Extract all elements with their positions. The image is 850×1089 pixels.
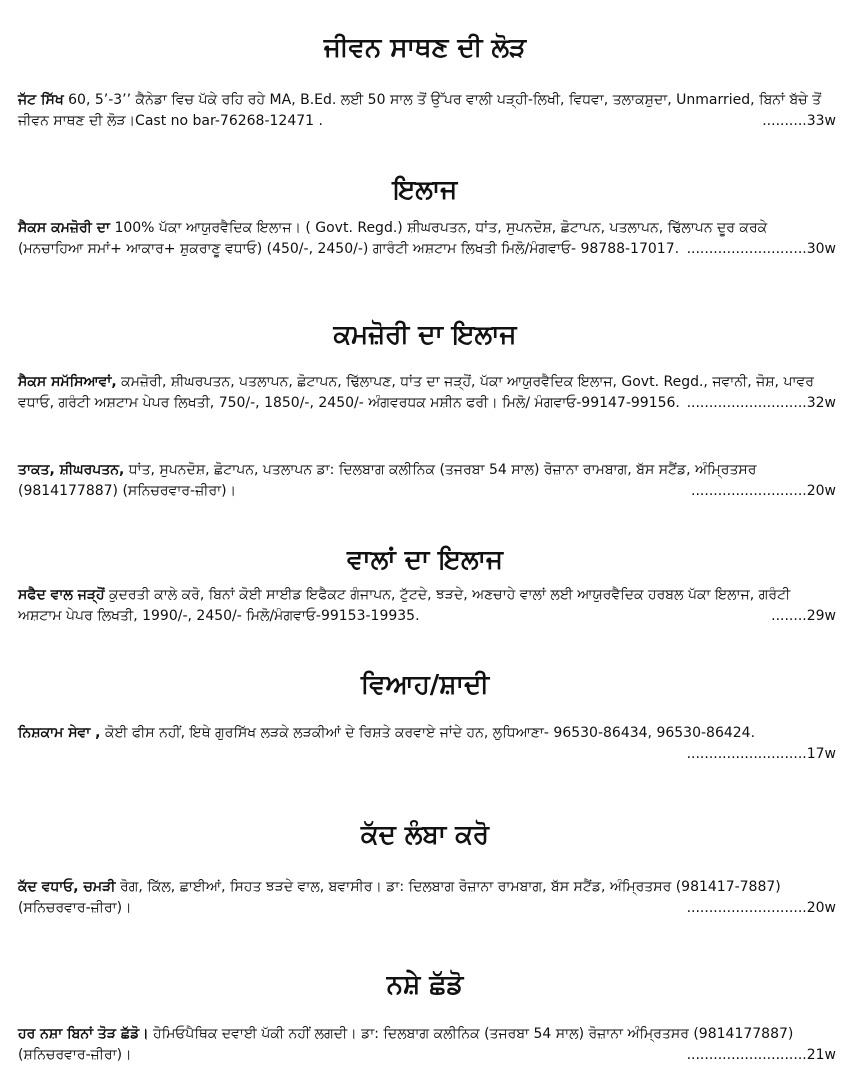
ad-lead: ਸੈਕਸ ਸਮੱਸਿਆਵਾਂ,	[18, 374, 117, 390]
section-heading-treatment: ਇਲਾਜ	[392, 175, 458, 205]
ad-code: ...........................30w	[686, 241, 836, 257]
ad-code: ...........................20w	[686, 900, 836, 916]
ad-code: ..........................20w	[691, 483, 836, 499]
ad-lead: ਸੈਕਸ ਕਮਜ਼ੋਰੀ ਦਾ	[18, 220, 110, 236]
ad-code: ...........................17w	[686, 746, 836, 762]
ad-lead: ਤਾਕਤ, ਸ਼ੀਘਰਪਤਨ,	[18, 462, 125, 478]
section-heading-life-partner: ਜੀਵਨ ਸਾਥਣ ਦੀ ਲੋੜ	[323, 33, 527, 63]
ad-body: 100% ਪੱਕਾ ਆਯੁਰਵੈਦਿਕ ਇਲਾਜ। ( Govt. Regd.) ਸ਼ੀਘਰਪਤਨ, ਧਾਂਤ, ਸੁਪਨਦੋਸ਼, ਛੋਟਾਪਨ, ਪਤਲਾਪਨ, ਢਿੱਲਾਪਨ ਦੂਰ ਕਰਕੇ (ਮਨਚਾਹਿਆ ਸਮਾਂ+ ਆਕਾਰ+ ਸ਼ੁਕਰਾਣੂ ਵਧਾਓ) (450/-, 2450/-) ਗਾਰੰਟੀ ਅਸ਼ਟਾਮ ਲਿਖਤੀ ਮਿਲੋ/ਮੰਗਵਾਓ- 98788-17017.	[18, 220, 768, 257]
classified-ad	[18, 585, 836, 627]
ad-lead: ਜੱਟ ਸਿੱਖ	[18, 92, 64, 108]
ad-body: ਕੋਈ ਫੀਸ ਨਹੀਂ, ਇਥੇ ਗੁਰਸਿੱਖ ਲੜਕੇ ਲੜਕੀਆਂ ਦੇ ਰਿਸ਼ਤੇ ਕਰਵਾਏ ਜਾਂਦੇ ਹਨ, ਲੁਧਿਆਣਾ- 96530-86434, 96530-86424.	[100, 725, 756, 741]
ad-code: ..........33w	[762, 113, 836, 129]
classified-ad	[18, 90, 836, 132]
ad-lead: ਹਰ ਨਸ਼ਾ ਬਿਨਾਂ ਤੋੜ ਛੱਡੋ।	[18, 1026, 149, 1042]
classified-ad	[18, 877, 836, 919]
ad-body: ਹੋਮਿਓਪੈਥਿਕ ਦਵਾਈ ਪੱਕੀ ਨਹੀਂ ਲਗਦੀ। ਡਾ: ਦਿਲਬਾਗ ਕਲੀਨਿਕ (ਤਜਰਬਾ 54 ਸਾਲ) ਰੋਜ਼ਾਨਾ ਅੰਮ੍ਰਿਤਸਰ (9814177887) (ਸ਼ਨਿਚਰਵਾਰ-ਜ਼ੀਰਾ)।	[18, 1026, 794, 1063]
classified-ad	[18, 460, 836, 502]
ad-code: ........29w	[771, 608, 836, 624]
ad-body: ਕਮਜ਼ੋਰੀ, ਸ਼ੀਘਰਪਤਨ, ਪਤਲਾਪਨ, ਛੋਟਾਪਨ, ਢਿੱਲਾਪਣ, ਧਾਂਤ ਦਾ ਜੜ੍ਹੋਂ, ਪੱਕਾ ਆਯੁਰਵੈਦਿਕ ਇਲਾਜ, Govt. Regd., ਜਵਾਨੀ, ਜੋਸ਼, ਪਾਵਰ ਵਧਾਓ, ਗਰੰਟੀ ਅਸ਼ਟਾਮ ਪੇਪਰ ਲਿਖਤੀ, 750/-, 1850/-, 2450/- ਅੰਗਵਰਧਕ ਮਸ਼ੀਨ ਫਰੀ। ਮਿਲੋ/ ਮੰਗਵਾਓ-99147-99156.	[18, 374, 814, 411]
classified-ad	[18, 218, 836, 260]
section-heading-weakness-treatment: ਕਮਜ਼ੋਰੀ ਦਾ ਇਲਾਜ	[333, 320, 517, 350]
ad-body: ਧਾਂਤ, ਸੁਪਨਦੋਸ਼, ਛੋਟਾਪਨ, ਪਤਲਾਪਨ ਡਾ: ਦਿਲਬਾਗ ਕਲੀਨਿਕ (ਤਜਰਬਾ 54 ਸਾਲ) ਰੋਜ਼ਾਨਾ ਰਾਮਬਾਗ, ਬੱਸ ਸਟੈਂਡ, ਅੰਮ੍ਰਿਤਸਰ (9814177887) (ਸਨਿਚਰਵਾਰ-ਜ਼ੀਰਾ)।	[18, 462, 757, 499]
ad-lead: ਕੱਦ ਵਧਾਓ, ਚਮੜੀ	[18, 879, 116, 895]
ad-body: ਕੁਦਰਤੀ ਕਾਲੇ ਕਰੋ, ਬਿਨਾਂ ਕੋਈ ਸਾਈਡ ਇਫੈਕਟ ਗੰਜਾਪਨ, ਟੁੱਟਦੇ, ਝੜਦੇ, ਅਣਚਾਹੇ ਵਾਲਾਂ ਲਈ ਆਯੁਰਵੈਦਿਕ ਹਰਬਲ ਪੱਕਾ ਇਲਾਜ, ਗਰੰਟੀ ਅਸ਼ਟਾਮ ਪੇਪਰ ਲਿਖਤੀ, 1990/-, 2450/- ਮਿਲੋ/ਮੰਗਵਾਓ-99153-19935.	[18, 587, 791, 624]
ad-code: ...........................21w	[686, 1047, 836, 1063]
ad-lead: ਨਿਸ਼ਕਾਮ ਸੇਵਾ ,	[18, 725, 101, 741]
section-heading-hair-treatment: ਵਾਲਾਂ ਦਾ ਇਲਾਜ	[347, 545, 503, 575]
section-heading-height-increase: ਕੱਦ ਲੰਬਾ ਕਰੋ	[360, 820, 490, 850]
classified-ad	[18, 723, 836, 765]
ad-code: ...........................32w	[686, 395, 836, 411]
ad-body: ਰੋਗ, ਕਿੱਲ, ਛਾਈਆਂ, ਸਿਹਤ ਝੜਦੇ ਵਾਲ, ਬਵਾਸੀਰ। ਡਾ: ਦਿਲਬਾਗ ਰੋਜ਼ਾਨਾ ਰਾਮਬਾਗ, ਬੱਸ ਸਟੈਂਡ, ਅੰਮ੍ਰਿਤਸਰ (981417-7887) (ਸਨਿਚਰਵਾਰ-ਜ਼ੀਰਾ)।	[18, 879, 781, 916]
section-heading-quit-addiction: ਨਸ਼ੇ ਛੱਡੋ	[386, 970, 464, 1000]
section-heading-marriage: ਵਿਆਹ/ਸ਼ਾਦੀ	[360, 670, 490, 700]
ad-lead: ਸਫੈਦ ਵਾਲ ਜੜ੍ਹੋਂ	[18, 587, 105, 603]
classified-ad	[18, 372, 836, 414]
classified-ad	[18, 1024, 836, 1066]
ad-body: 60, 5’-3’’ ਕੈਨੇਡਾ ਵਿਚ ਪੱਕੇ ਰਹਿ ਰਹੇ MA, B.Ed. ਲਈ 50 ਸਾਲ ਤੋਂ ਉੱਪਰ ਵਾਲੀ ਪੜ੍ਹੀ-ਲਿਖੀ, ਵਿਧਵਾ, ਤਲਾਕਸ਼ੁਦਾ, Unmarried, ਬਿਨਾਂ ਬੱਚੇ ਤੋਂ ਜੀਵਨ ਸਾਥਣ ਦੀ ਲੋੜ।Cast no bar-76268-12471 .	[18, 92, 822, 129]
